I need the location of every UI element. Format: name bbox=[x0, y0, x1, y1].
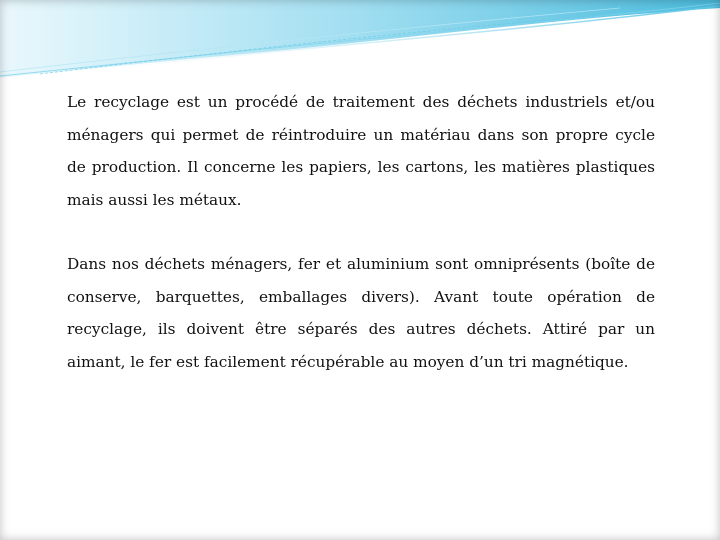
paragraph-metaux-tri: Dans nos déchets ménagers, fer et aluminium sont omniprésents (boîte de conserve, barquettes, emballages divers). Avant toute opération de recyclage, ils doivent être séparés des autres déchets. Attiré par un aimant, le fer est facilement récupérable au moyen d’un tri magnétique. bbox=[67, 255, 655, 371]
paragraph-recyclage-definition: Le recyclage est un procédé de traitement des déchets industriels et/ou ménagers qui permet de réintroduire un matériau dans son propre cycle de production. Il concerne les papiers, les cartons, les matières plastiques mais aussi les métaux. bbox=[67, 93, 655, 209]
header-wave-decoration bbox=[0, 0, 720, 90]
slide-body bbox=[67, 86, 655, 378]
